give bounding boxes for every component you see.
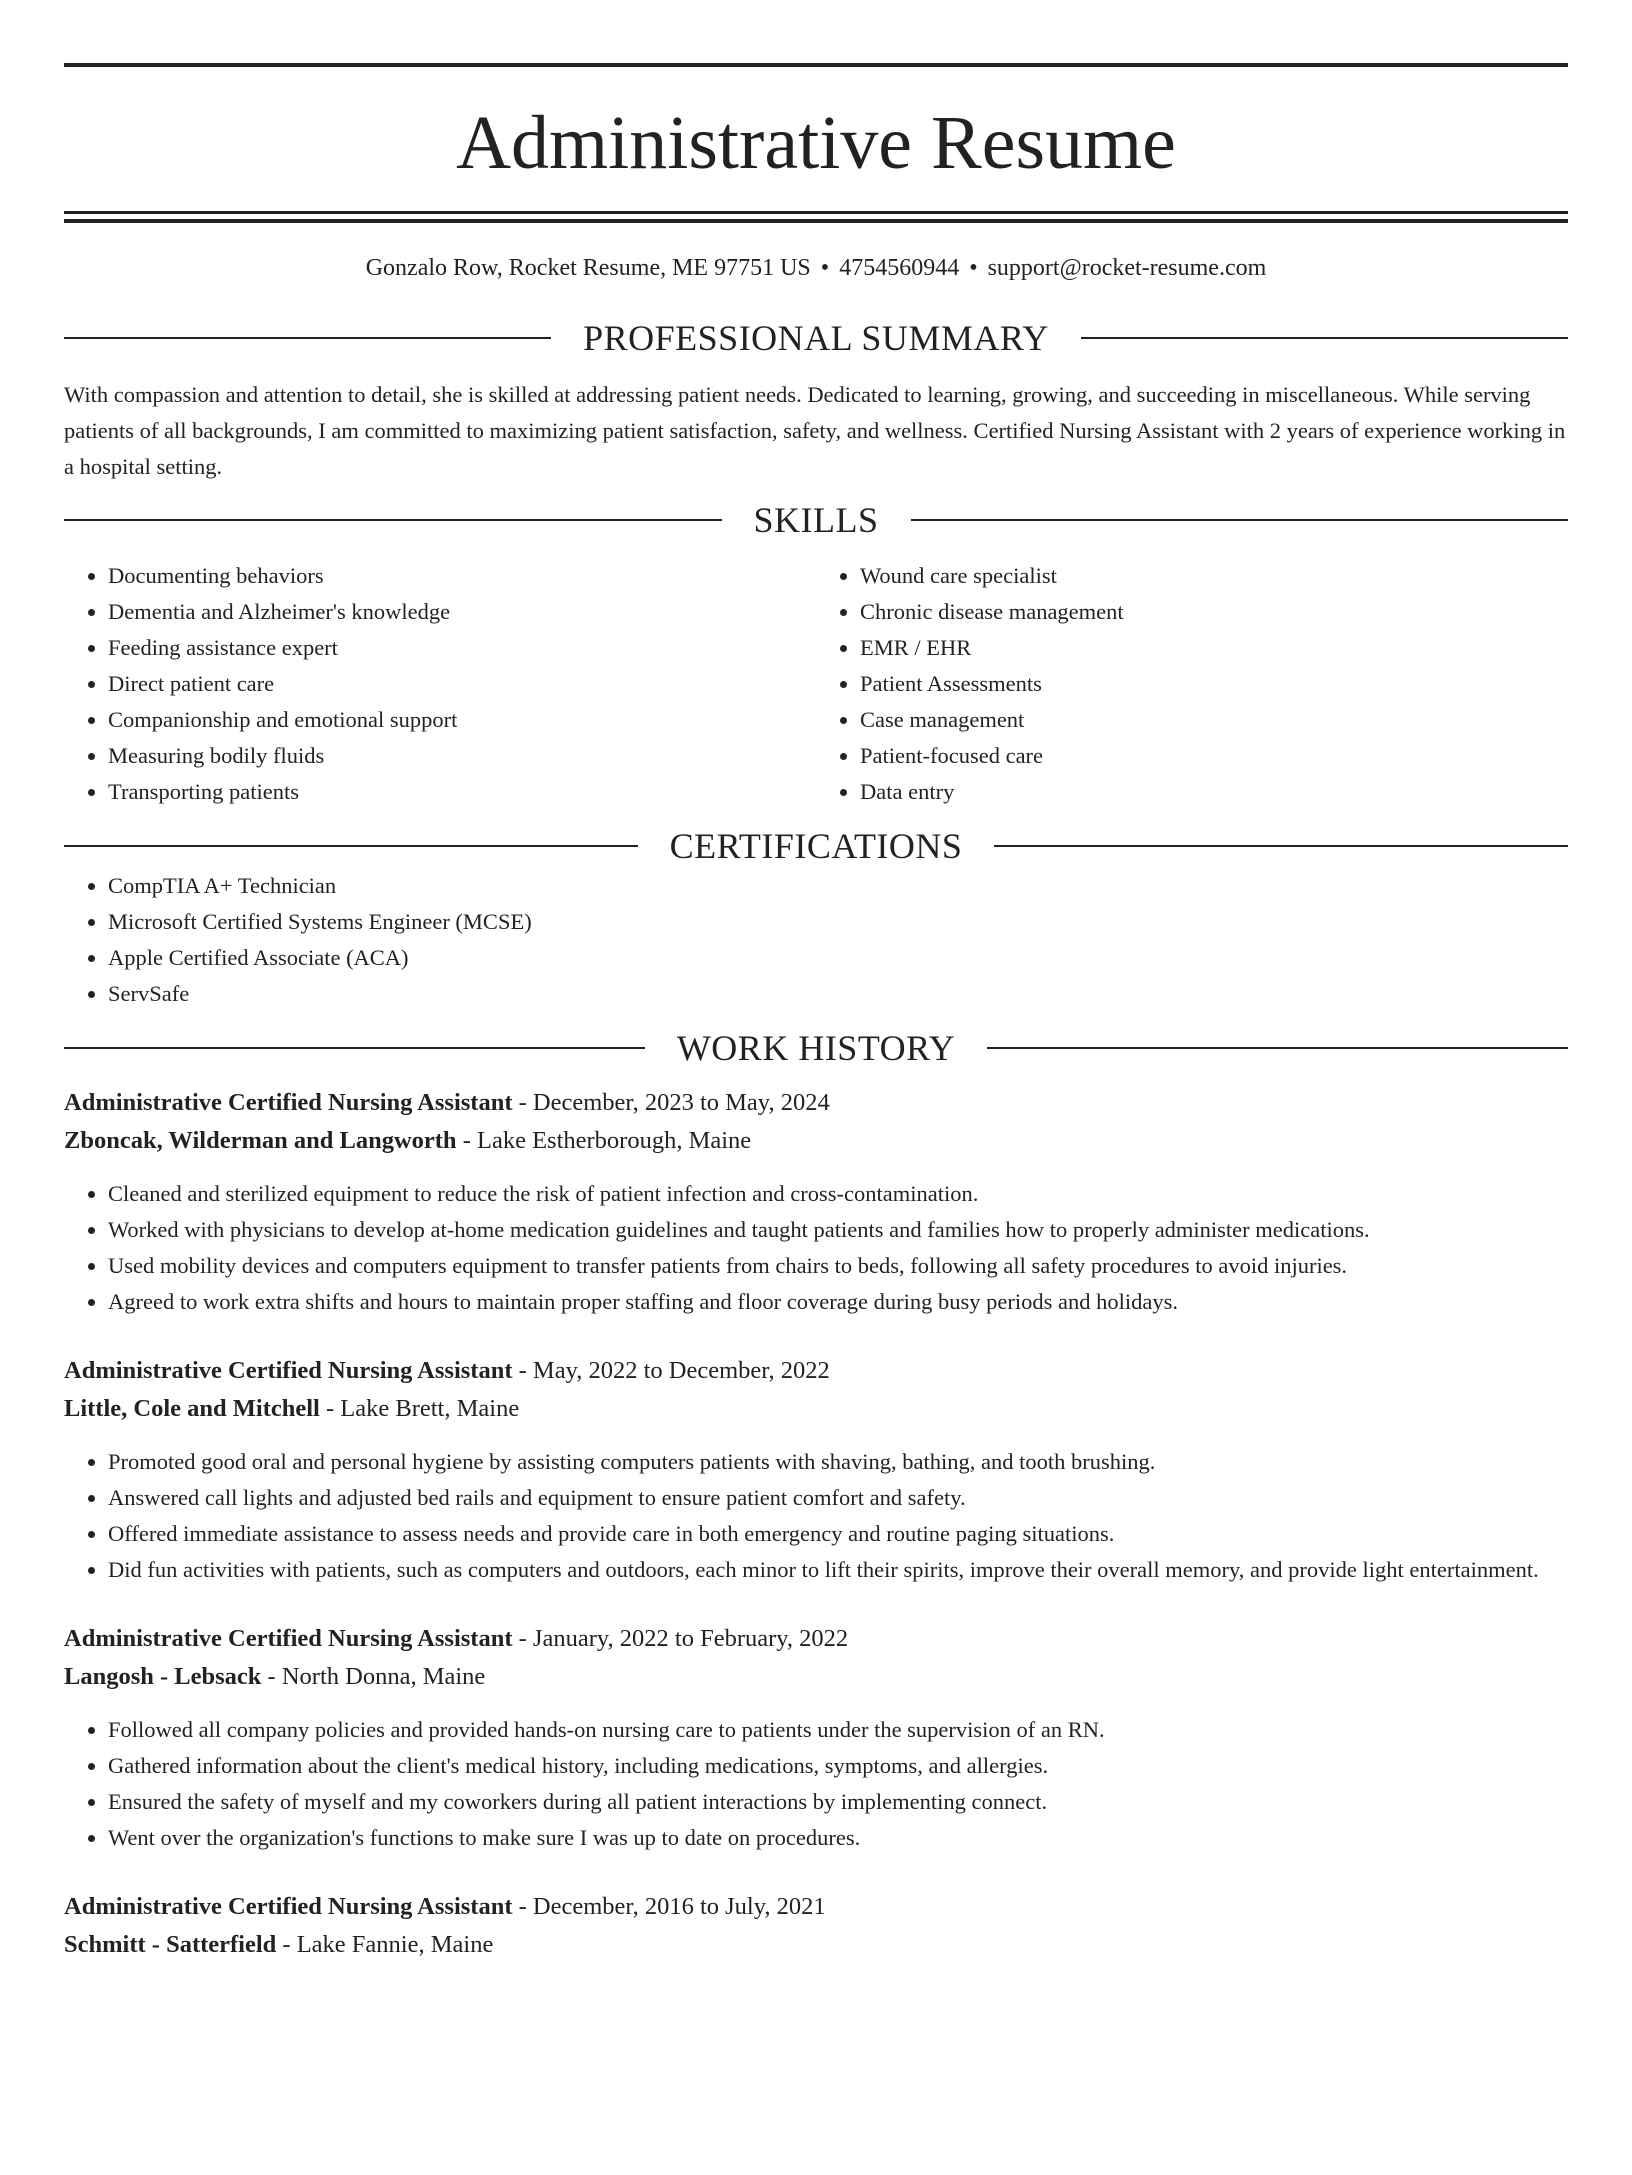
job-duty: • Offered immediate assistance to assess needs and provide care in both emergency and routine paging situations. bbox=[108, 1516, 1568, 1552]
skill-item: • EMR / EHR bbox=[860, 630, 1568, 666]
heading-rule bbox=[994, 845, 1568, 847]
job-title: Administrative Certified Nursing Assistant bbox=[64, 1089, 513, 1116]
job-company-line bbox=[64, 1926, 1568, 1964]
heading-rule bbox=[1081, 337, 1568, 339]
job-entry bbox=[64, 1620, 1568, 1856]
skill-item: • Companionship and emotional support bbox=[108, 702, 816, 738]
job-title-line bbox=[64, 1888, 1568, 1926]
skills-grid bbox=[64, 558, 1568, 810]
skill-item: • Measuring bodily fluids bbox=[108, 738, 816, 774]
heading-rule bbox=[64, 1047, 645, 1049]
certification-item: • ServSafe bbox=[108, 976, 1568, 1012]
certification-item: • CompTIA A+ Technician bbox=[108, 868, 1568, 904]
job-duty: • Followed all company policies and provided hands-on nursing care to patients under the supervision of an RN. bbox=[108, 1712, 1568, 1748]
job-title-line bbox=[64, 1084, 1568, 1122]
job-title-line bbox=[64, 1352, 1568, 1390]
job-duty: • Worked with physicians to develop at-home medication guidelines and taught patients and families how to properly administer medications. bbox=[108, 1212, 1568, 1248]
job-company: Little, Cole and Mitchell bbox=[64, 1395, 320, 1422]
job-dash: - bbox=[512, 1357, 533, 1384]
resume-page bbox=[0, 63, 1632, 2175]
skill-item: • Feeding assistance expert bbox=[108, 630, 816, 666]
skill-item: • Wound care specialist bbox=[860, 558, 1568, 594]
job-title: Administrative Certified Nursing Assistant bbox=[64, 1893, 513, 1920]
job-company: Schmitt - Satterfield bbox=[64, 1931, 277, 1958]
skill-item: • Data entry bbox=[860, 774, 1568, 810]
job-dates: December, 2016 to July, 2021 bbox=[532, 1893, 826, 1920]
certifications-list bbox=[64, 868, 1568, 1012]
job-dash: - bbox=[512, 1089, 533, 1116]
heading-rule bbox=[64, 337, 551, 339]
certification-item: • Apple Certified Associate (ACA) bbox=[108, 940, 1568, 976]
job-entry bbox=[64, 1888, 1568, 1964]
top-rule bbox=[64, 63, 1568, 67]
job-company-line bbox=[64, 1122, 1568, 1160]
job-duty: • Cleaned and sterilized equipment to reduce the risk of patient infection and cross-contamination. bbox=[108, 1176, 1568, 1212]
contact-phone: 4754560944 bbox=[839, 255, 960, 281]
skills-list-right bbox=[816, 558, 1568, 810]
job-title-line bbox=[64, 1620, 1568, 1658]
job-duty: • Did fun activities with patients, such as computers and outdoors, each minor to lift their spirits, improve their overall memory, and provide light entertainment. bbox=[108, 1552, 1568, 1588]
skill-item: • Case management bbox=[860, 702, 1568, 738]
job-entry bbox=[64, 1084, 1568, 1320]
job-dates: May, 2022 to December, 2022 bbox=[532, 1357, 830, 1384]
summary-heading-label: PROFESSIONAL SUMMARY bbox=[583, 318, 1049, 358]
job-duties-list bbox=[64, 1444, 1568, 1588]
job-location: Lake Estherborough, Maine bbox=[476, 1127, 752, 1154]
job-dash: - bbox=[512, 1625, 533, 1652]
certifications-heading-label: CERTIFICATIONS bbox=[669, 826, 963, 866]
skill-item: • Chronic disease management bbox=[860, 594, 1568, 630]
summary-text: With compassion and attention to detail, she is skilled at addressing patient needs. Dedicated to learning, growing, and succeeding in miscellaneous. While serving patients of all backgrounds, I am committed to maximizing patient satisfaction, safety, and wellness. Certified Nursing Assistant with 2 years of experience working in a hospital setting. bbox=[64, 382, 1566, 479]
skills-heading-label: SKILLS bbox=[753, 500, 879, 540]
job-title: Administrative Certified Nursing Assistant bbox=[64, 1625, 513, 1652]
job-dash: - bbox=[276, 1931, 297, 1958]
heading-rule bbox=[64, 519, 722, 521]
job-duty: • Agreed to work extra shifts and hours to maintain proper staffing and floor coverage during busy periods and holidays. bbox=[108, 1284, 1568, 1320]
heading-rule bbox=[987, 1047, 1568, 1049]
skill-item: • Documenting behaviors bbox=[108, 558, 816, 594]
heading-rule bbox=[911, 519, 1569, 521]
skill-item: • Dementia and Alzheimer's knowledge bbox=[108, 594, 816, 630]
job-entry bbox=[64, 1352, 1568, 1588]
work-history-heading bbox=[64, 1026, 1568, 1070]
job-title: Administrative Certified Nursing Assistant bbox=[64, 1357, 513, 1384]
job-duty: • Promoted good oral and personal hygiene by assisting computers patients with shaving, bathing, and tooth brushing. bbox=[108, 1444, 1568, 1480]
job-dash: - bbox=[512, 1893, 533, 1920]
skill-item: • Direct patient care bbox=[108, 666, 816, 702]
job-location: Lake Fannie, Maine bbox=[296, 1931, 494, 1958]
job-duty: • Went over the organization's functions to make sure I was up to date on procedures. bbox=[108, 1820, 1568, 1856]
job-duty: • Ensured the safety of myself and my coworkers during all patient interactions by implementing connect. bbox=[108, 1784, 1568, 1820]
job-dash: - bbox=[456, 1127, 477, 1154]
work-history-heading-label: WORK HISTORY bbox=[676, 1028, 956, 1068]
job-duties-list bbox=[64, 1176, 1568, 1320]
job-company: Zboncak, Wilderman and Langworth bbox=[64, 1127, 457, 1154]
job-dash: - bbox=[319, 1395, 341, 1422]
job-duty: • Used mobility devices and computers equipment to transfer patients from chairs to beds, following all safety procedures to avoid injuries. bbox=[108, 1248, 1568, 1284]
skills-heading bbox=[64, 498, 1568, 542]
job-company-line bbox=[64, 1658, 1568, 1696]
heading-rule bbox=[64, 845, 638, 847]
resume-title: Administrative Resume bbox=[456, 101, 1176, 185]
job-company: Langosh - Lebsack bbox=[64, 1663, 262, 1690]
job-location: North Donna, Maine bbox=[281, 1663, 486, 1690]
job-dash: - bbox=[261, 1663, 282, 1690]
contact-separator: • bbox=[969, 255, 978, 281]
contact-email: support@rocket-resume.com bbox=[987, 255, 1267, 281]
job-dates: December, 2023 to May, 2024 bbox=[532, 1089, 830, 1116]
contact-address: Gonzalo Row, Rocket Resume, ME 97751 US bbox=[365, 255, 811, 281]
skill-item: • Transporting patients bbox=[108, 774, 816, 810]
certification-item: • Microsoft Certified Systems Engineer (MCSE) bbox=[108, 904, 1568, 940]
job-location: Lake Brett, Maine bbox=[340, 1395, 520, 1422]
job-duty: • Answered call lights and adjusted bed rails and equipment to ensure patient comfort and safety. bbox=[108, 1480, 1568, 1516]
job-duties-list bbox=[64, 1712, 1568, 1856]
summary-heading bbox=[64, 316, 1568, 360]
skill-item: • Patient Assessments bbox=[860, 666, 1568, 702]
certifications-heading bbox=[64, 824, 1568, 868]
skills-list-left bbox=[64, 558, 816, 810]
title-double-rule bbox=[64, 211, 1568, 223]
job-duty: • Gathered information about the client's medical history, including medications, symptoms, and allergies. bbox=[108, 1748, 1568, 1784]
job-company-line bbox=[64, 1390, 1568, 1428]
skill-item: • Patient-focused care bbox=[860, 738, 1568, 774]
job-dates: January, 2022 to February, 2022 bbox=[532, 1625, 849, 1652]
contact-separator: • bbox=[820, 255, 830, 281]
contact-line bbox=[64, 253, 1568, 283]
